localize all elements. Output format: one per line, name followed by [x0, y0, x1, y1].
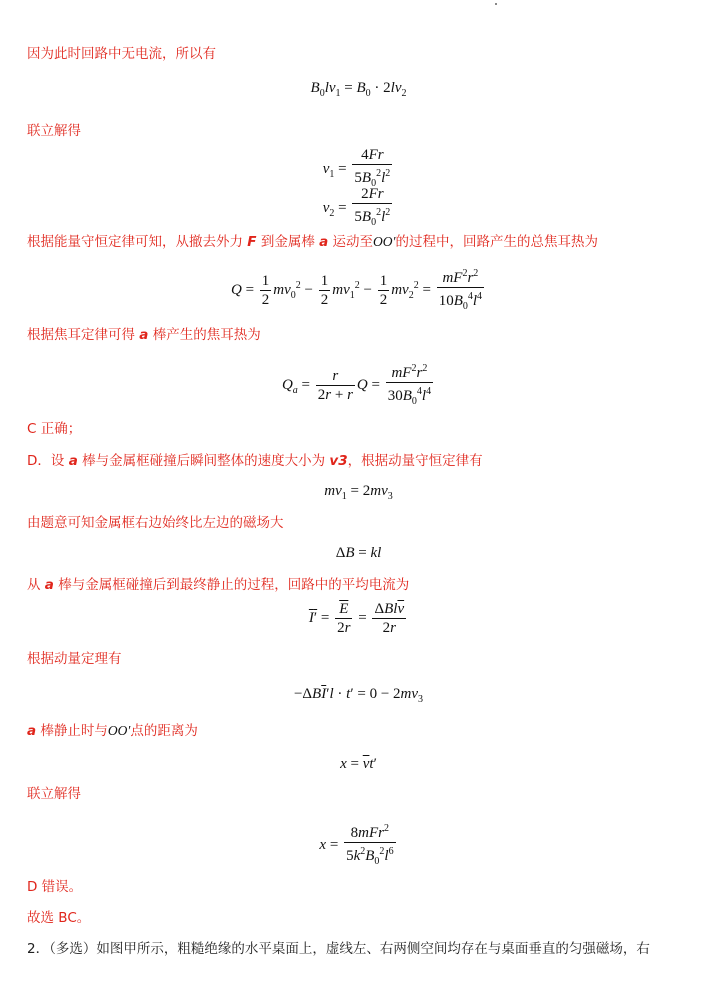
equation-total-heat: Q = $\frac{1}{2}$ $mv_0^2$ − $\frac{1}{2}$ $mv_1^2$ − $\frac{1}{2}$ $mv_2^2$ = $\frac{mF^2r^2}{10B_0^4l^4}$ — [0, 265, 717, 316]
text-line: 因为此时回路中无电流，所以有 — [27, 46, 216, 62]
symbol-a: a — [27, 723, 37, 739]
text-line: D 错误。 — [27, 879, 83, 895]
equation-average-current: I′ = $\frac{\overline{E}}{2r}$ = $\frac{\Delta Bl\overline{v}}{2r}$ — [308, 601, 405, 636]
text-line — [27, 722, 198, 740]
symbol-a: a — [68, 453, 78, 469]
text-span: 棒与金属框碰撞后到最终静止的过程，回路中的平均电流为 — [53, 577, 410, 593]
text-line: 联立解得 — [27, 123, 81, 139]
text-line — [27, 576, 409, 594]
text-line — [27, 326, 261, 344]
symbol-v3: v3 — [329, 453, 348, 469]
equation-v2: $v_2$ = $\frac{2Fr}{5B_0^2l^2}$ — [322, 186, 391, 228]
symbol-a: a — [319, 234, 329, 250]
text-span: 根据能量守恒定律可知，从撤去外力 — [27, 234, 248, 250]
equation-distance: $x = \overline{v}t'$ — [340, 756, 377, 772]
text-span: 点的距离为 — [130, 723, 198, 739]
equation-rod-heat: $Q_a$ = $\frac{r}{2r + r}$ Q = $\frac{mF^2r^2}{30B_0^4l^4}$ — [0, 360, 717, 411]
text-line: 由题意可知金属框右边始终比左边的磁场大 — [27, 515, 284, 531]
text-span: 棒产生的焦耳热为 — [148, 327, 261, 343]
text-span: 运动至 — [328, 234, 374, 250]
text-span: 根据焦耳定律可得 — [27, 327, 140, 343]
text-line — [27, 233, 598, 251]
text-span: 棒静止时与 — [36, 723, 108, 739]
question-text: 2．（多选）如图甲所示，粗糙绝缘的水平桌面上，虚线左、右两侧空间均存在与桌面垂直的匀强磁场，右 — [27, 941, 650, 957]
text-span: 棒与金属框碰撞后瞬间整体的速度大小为 — [77, 453, 330, 469]
text-span: 到金属棒 — [256, 234, 320, 250]
symbol-a: a — [44, 577, 54, 593]
text-span: 从 — [27, 577, 45, 593]
text-span: D．设 — [27, 453, 69, 469]
equation-momentum-conservation: $mv_1 = 2mv_3$ — [324, 483, 393, 502]
text-line: 故选 BC。 — [27, 910, 91, 926]
equation-momentum-balance: $B_0lv_1 = B_0 \cdot 2lv_2$ — [310, 80, 407, 99]
equation-impulse: $-\Delta B\overline{I}'l \cdot t' = 0 - 2mv_3$ — [293, 686, 424, 705]
text-line: C 正确； — [27, 421, 82, 437]
text-line: 根据动量定理有 — [27, 651, 122, 667]
scan-dot — [495, 3, 497, 5]
text-line — [27, 452, 483, 470]
symbol-OO: OO′ — [373, 234, 396, 249]
equation-final-distance: x = $\frac{8mFr^2}{5k^2B_0^2l^6}$ — [0, 820, 717, 871]
text-line: 联立解得 — [27, 786, 81, 802]
symbol-OO: OO′ — [107, 723, 131, 738]
equation-field-difference: ΔB = kl — [335, 545, 382, 561]
symbol-F: F — [247, 234, 257, 250]
text-span: 的过程中，回路产生的总焦耳热为 — [395, 234, 598, 250]
text-span: ，根据动量守恒定律有 — [347, 453, 483, 469]
equation-v1: $v_1$ = $\frac{4Fr}{5B_0^2l^2}$ — [322, 147, 391, 189]
symbol-a: a — [139, 327, 149, 343]
